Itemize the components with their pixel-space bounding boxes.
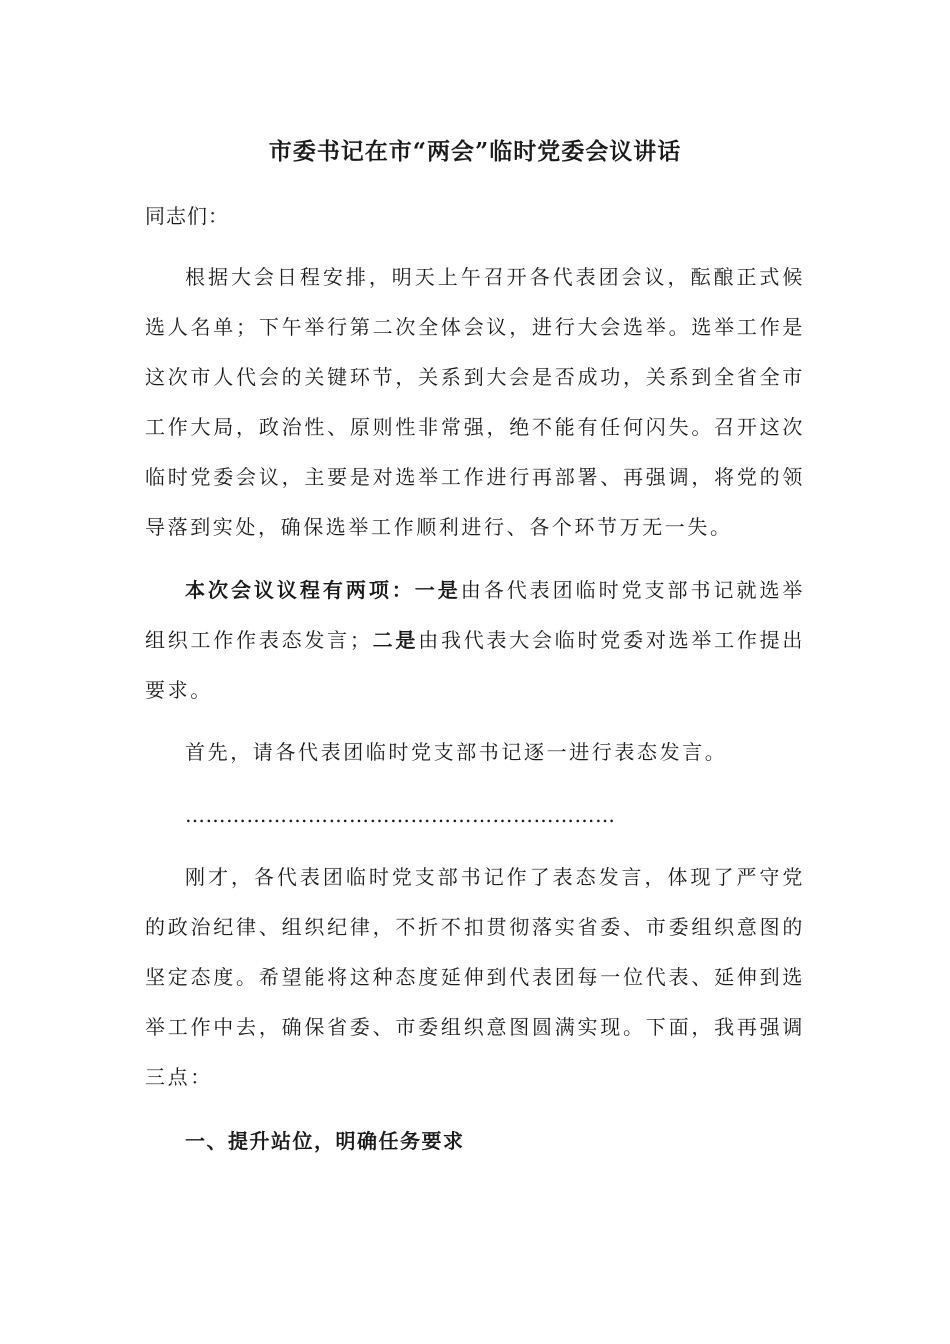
paragraph-speech-summary: 刚才，各代表团临时党支部书记作了表态发言，体现了严守党的政治纪律、组织纪律，不折不扣贯彻落实省委、市委组织意图的坚定态度。希望能将这种态度延伸到代表团每一位代表、延伸到选举工作中去，确保省委、市委组织意图圆满实现。下面，我再强调三点： [145, 865, 805, 1089]
paragraph-election-schedule: 根据大会日程安排，明天上午召开各代表团会议，酝酿正式候选人名单；下午举行第二次全体会议，进行大会选举。选举工作是这次市人代会的关键环节，关系到大会是否成功，关系到全省全市工作大局，政治性、原则性非常强，绝不能有任何闪失。召开这次临时党委会议，主要是对选举工作进行再部署、再强调，将党的领导落到实处，确保选举工作顺利进行、各个环节万无一失。 [145, 265, 805, 539]
paragraph-meeting-agenda [145, 565, 805, 715]
agenda-lead: 本次会议议程有两项： [185, 578, 415, 602]
document-title: 市委书记在市“两会”临时党委会议讲话 [268, 138, 682, 165]
ellipsis-separator: ……………………………………………………… [185, 803, 616, 827]
paragraph-first-speeches: 首先，请各代表团临时党支部书记逐一进行表态发言。 [185, 740, 728, 764]
agenda-item2-text: 由我代表大会临时党委对选举工作提出要求。 [145, 628, 806, 702]
section-heading-1: 一、提升站位，明确任务要求 [185, 1129, 465, 1153]
agenda-item1-text: 由各代表团临时党支部书记就选举组织工作作表态发言； [145, 578, 806, 652]
salutation: 同志们： [145, 204, 229, 228]
agenda-item2-label: 二是 [372, 628, 419, 652]
agenda-item1-label: 一是 [414, 578, 461, 602]
